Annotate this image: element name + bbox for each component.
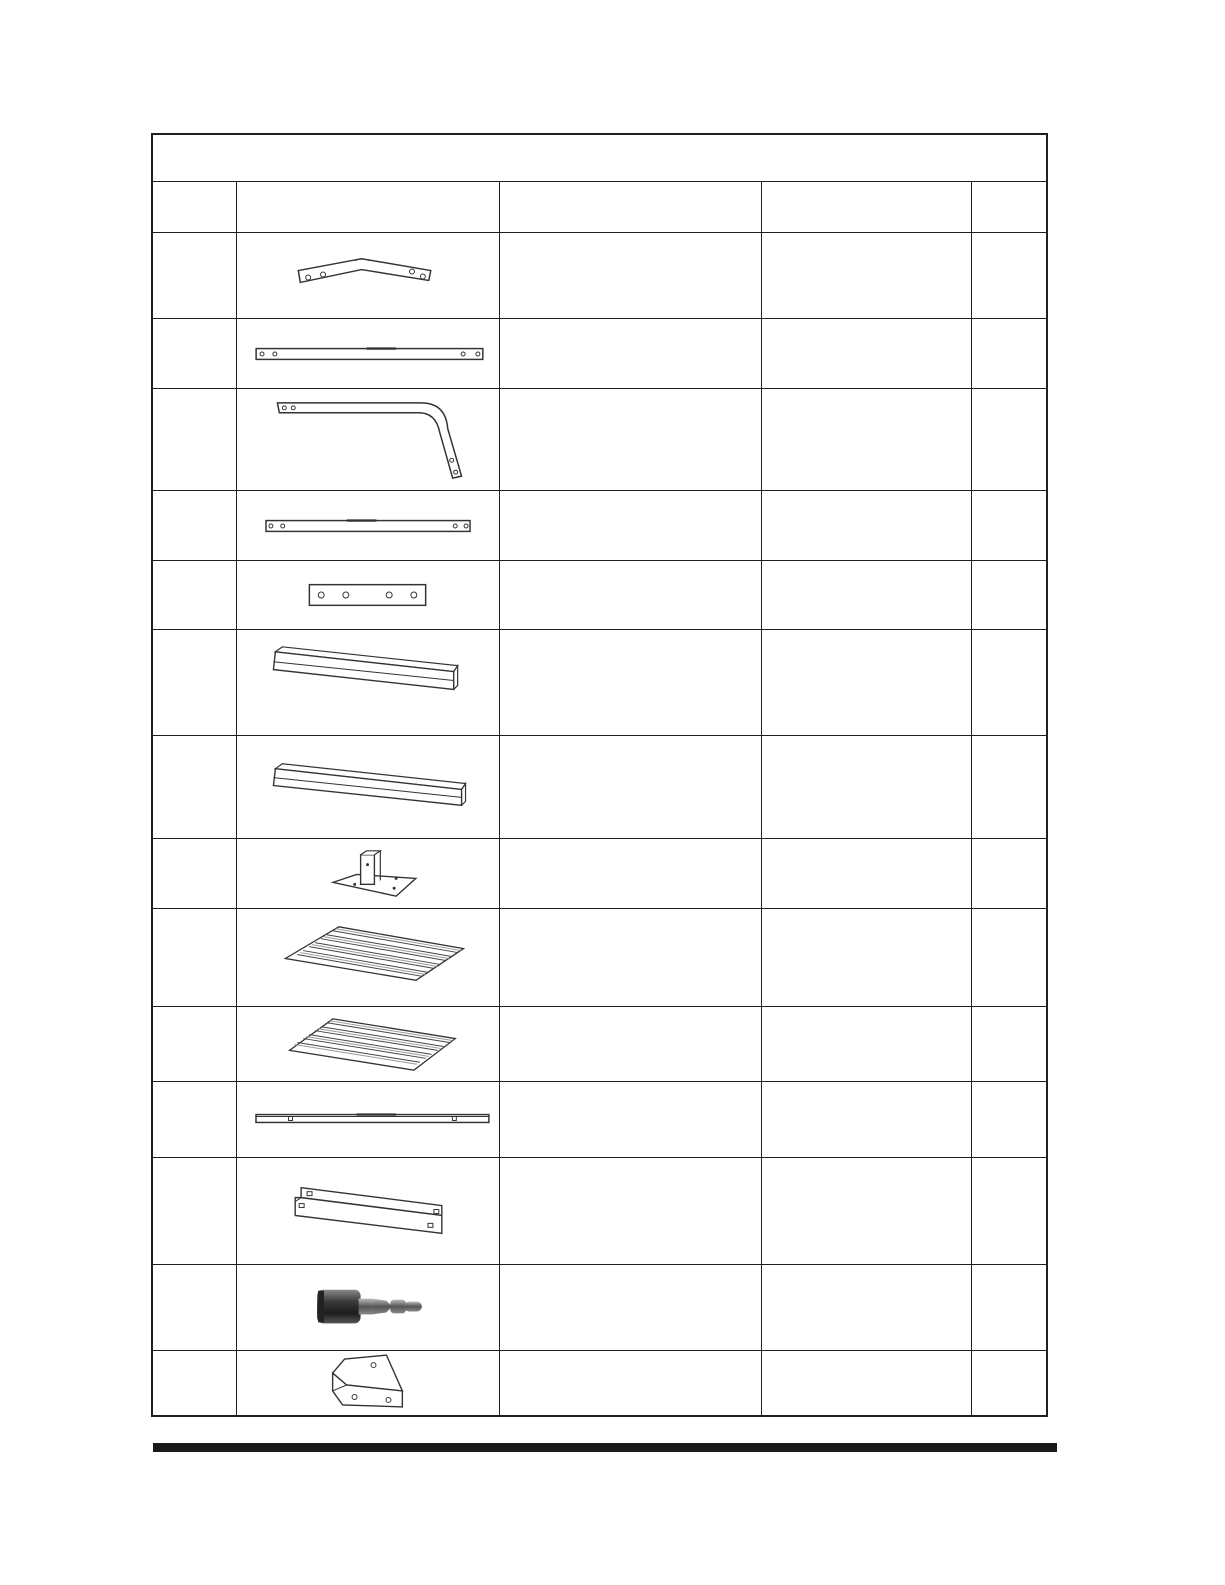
channel-track-icon: [237, 736, 499, 838]
flat-strap-icon: [237, 319, 499, 388]
curved-rafter-icon: [237, 389, 499, 490]
header-description-cell: [500, 182, 762, 232]
quantity-cell: [972, 561, 1046, 629]
part-number-cell: [762, 630, 972, 735]
part-number-cell: [762, 319, 972, 388]
key-cell: [153, 1158, 237, 1264]
table-title-row: [153, 135, 1046, 182]
table-row: [153, 389, 1046, 491]
key-cell: [153, 233, 237, 318]
quantity-cell: [972, 1351, 1046, 1417]
header-image-cell: [237, 182, 500, 232]
image-cell: [237, 389, 500, 490]
part-number-cell: [762, 561, 972, 629]
table-row: [153, 1082, 1046, 1158]
key-cell: [153, 909, 237, 1006]
description-cell: [500, 561, 762, 629]
quantity-cell: [972, 909, 1046, 1006]
image-cell: [237, 839, 500, 908]
key-cell: [153, 319, 237, 388]
part-number-cell: [762, 839, 972, 908]
table-row: [153, 909, 1046, 1007]
corrugated-panel-icon: [237, 909, 499, 1006]
image-cell: [237, 491, 500, 560]
key-cell: [153, 491, 237, 560]
header-key-cell: [153, 182, 237, 232]
quantity-cell: [972, 736, 1046, 838]
image-cell: [237, 736, 500, 838]
key-cell: [153, 1265, 237, 1350]
flat-rail-icon: [237, 1082, 499, 1157]
quantity-cell: [972, 389, 1046, 490]
part-number-cell: [762, 389, 972, 490]
post-base-bracket-icon: [237, 839, 499, 908]
table-header-row: [153, 182, 1046, 233]
table-row: [153, 1007, 1046, 1082]
description-cell: [500, 1082, 762, 1157]
corner-gusset-icon: [237, 1351, 499, 1417]
part-number-cell: [762, 233, 972, 318]
part-number-cell: [762, 1007, 972, 1081]
image-cell: [237, 233, 500, 318]
corrugated-panel-icon: [237, 1007, 499, 1081]
key-cell: [153, 1007, 237, 1081]
part-number-cell: [762, 1265, 972, 1350]
description-cell: [500, 389, 762, 490]
quantity-cell: [972, 1158, 1046, 1264]
description-cell: [500, 1351, 762, 1417]
table-row: [153, 736, 1046, 839]
key-cell: [153, 1351, 237, 1417]
key-cell: [153, 1082, 237, 1157]
flat-bar-icon: [237, 491, 499, 560]
part-number-cell: [762, 909, 972, 1006]
description-cell: [500, 491, 762, 560]
part-number-cell: [762, 1158, 972, 1264]
image-cell: [237, 561, 500, 629]
table-row: [153, 233, 1046, 319]
image-cell: [237, 1007, 500, 1081]
description-cell: [500, 736, 762, 838]
table-row: [153, 630, 1046, 736]
image-cell: [237, 909, 500, 1006]
quantity-cell: [972, 233, 1046, 318]
nut-driver-bit-icon: [237, 1265, 499, 1350]
description-cell: [500, 630, 762, 735]
description-cell: [500, 233, 762, 318]
bent-brace-icon: [237, 233, 499, 318]
description-cell: [500, 909, 762, 1006]
part-number-cell: [762, 1351, 972, 1417]
quantity-cell: [972, 491, 1046, 560]
quantity-cell: [972, 1265, 1046, 1350]
quantity-cell: [972, 1007, 1046, 1081]
description-cell: [500, 1265, 762, 1350]
header-quantity-cell: [972, 182, 1046, 232]
part-number-cell: [762, 491, 972, 560]
part-number-cell: [762, 736, 972, 838]
description-cell: [500, 839, 762, 908]
table-row: [153, 1265, 1046, 1351]
image-cell: [237, 319, 500, 388]
image-cell: [237, 1265, 500, 1350]
channel-track-icon: [237, 630, 499, 735]
header-part-number-cell: [762, 182, 972, 232]
image-cell: [237, 1158, 500, 1264]
image-cell: [237, 1351, 500, 1417]
table-row: [153, 1158, 1046, 1265]
table-row: [153, 561, 1046, 630]
image-cell: [237, 1082, 500, 1157]
image-cell: [237, 630, 500, 735]
table-row: [153, 839, 1046, 909]
quantity-cell: [972, 839, 1046, 908]
table-row: [153, 1351, 1046, 1417]
key-cell: [153, 839, 237, 908]
table-row: [153, 491, 1046, 561]
parts-table: [151, 133, 1048, 1417]
description-cell: [500, 319, 762, 388]
quantity-cell: [972, 319, 1046, 388]
part-number-cell: [762, 1082, 972, 1157]
quantity-cell: [972, 630, 1046, 735]
quantity-cell: [972, 1082, 1046, 1157]
key-cell: [153, 561, 237, 629]
table-row: [153, 319, 1046, 389]
key-cell: [153, 630, 237, 735]
key-cell: [153, 736, 237, 838]
description-cell: [500, 1158, 762, 1264]
description-cell: [500, 1007, 762, 1081]
footer-rule: [153, 1443, 1057, 1452]
splice-plate-icon: [237, 561, 499, 629]
key-cell: [153, 389, 237, 490]
angle-bracket-icon: [237, 1158, 499, 1264]
